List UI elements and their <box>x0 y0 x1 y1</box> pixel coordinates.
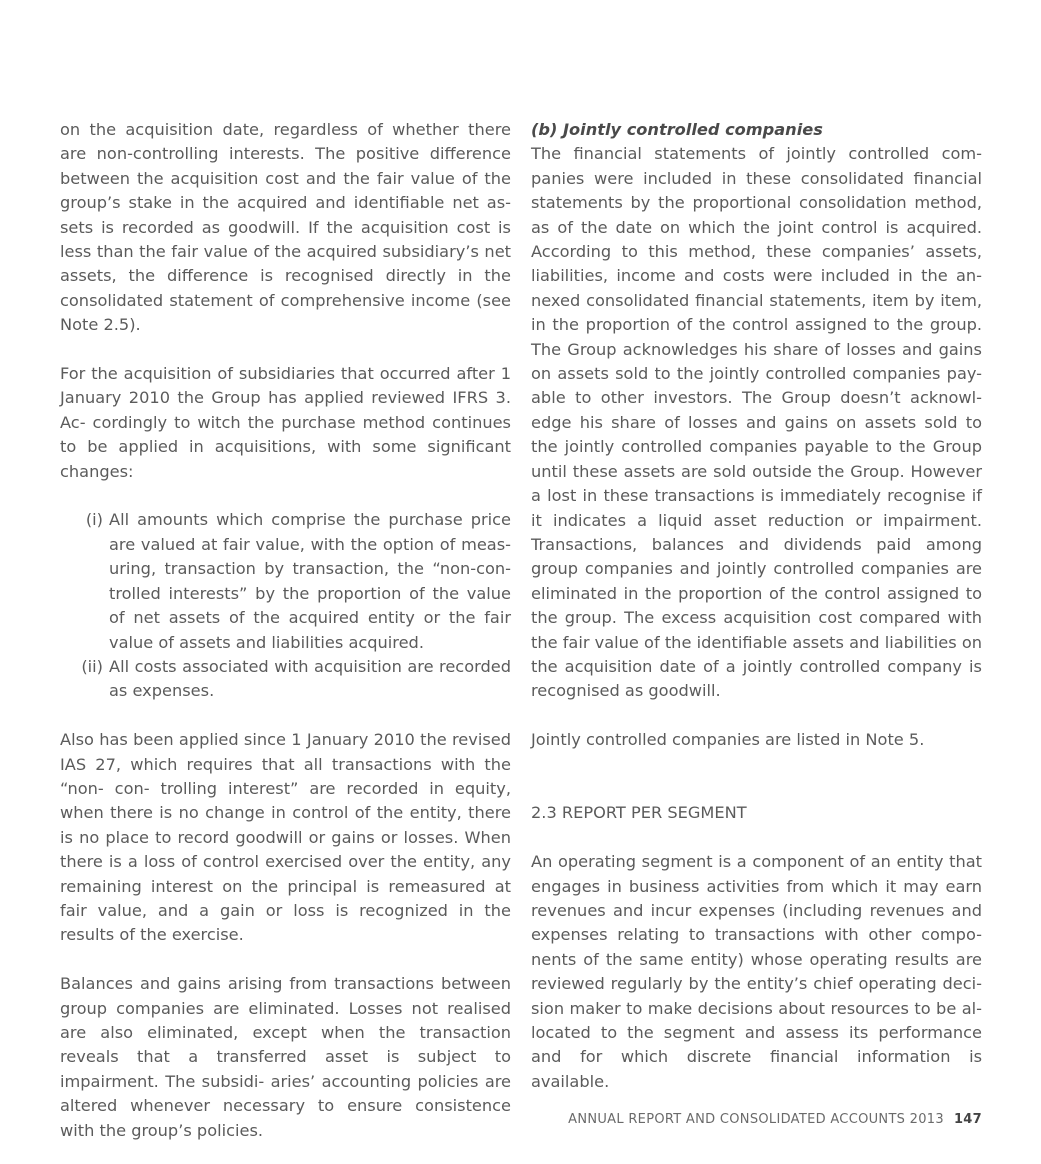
paragraph-note5: Jointly controlled companies are listed in Note 5. <box>531 730 925 750</box>
paragraph-ias27: Also has been applied since 1 January 2010 the revised IAS 27, which requires that all transactions with the “non- con- trolling interest” are recorded in equity, when there is no change in control of the entity, there is no place to record goodwill or gains or losses. When there is a loss of control exercised over the entity, any remaining interest on the principal is remeasured at fair value, and a gain or loss is recognized in the results of the exercise. <box>60 730 511 945</box>
page-number: 147 <box>953 1112 982 1127</box>
footer-title: ANNUAL REPORT AND CONSOLIDATED ACCOUNTS 2013 <box>568 1112 944 1127</box>
left-column <box>60 118 511 1143</box>
section-heading-segment: 2.3 REPORT PER SEGMENT <box>531 803 747 823</box>
paragraph-jointly-controlled: The financial statements of jointly controlled com- panies were included in these consolidated financial statements by the proportional consolidation method, as of the date on which the joint control is acquired. According to this method, these companies’ assets, liabilities, income and costs were included in the an- nexed consolidated financial statements, item by item, in the proportion of the control assigned to the group. The Group acknowledges his share of losses and gains on assets sold to the jointly controlled companies pay- able to other investors. The Group doesn’t acknowl- edge his share of losses and gains on assets sold to the jointly controlled companies payable to the Group until these assets are sold outside the Group. However a lost in these transactions is immediately recognise if it indicates a liquid asset reduction or impairment. Transactions, balances and dividends paid among group companies and jointly controlled companies are eliminated in the proportion of the control assigned to the group. The excess acquisition cost compared with the fair value of the identifiable assets and liabilities on the acquisition date of a jointly controlled company is recognised as goodwill. <box>531 144 982 701</box>
list-item <box>60 508 511 654</box>
paragraph-eliminations: Balances and gains arising from transactions between group companies are eliminated. Losses not realised are also eliminated, except when the transaction reveals that a transferred asset is subject to impairment. The subsidi- aries’ accounting policies are altered whenever necessary to ensure consistence with the group’s policies. <box>60 974 511 1140</box>
page-footer <box>568 1112 982 1127</box>
list-item-text: All costs associated with acquisition are recorded as expenses. <box>109 656 511 701</box>
list-item <box>60 655 511 704</box>
paragraph-operating-segment: An operating segment is a component of an entity that engages in business activities from which it may earn revenues and incur expenses (including revenues and expenses relating to transactions with other compo- nents of the same entity) whose operating results are reviewed regularly by the entity’s chief operating deci- sion maker to make decisions about resources to be al- located to the segment and assess its performance and for which discrete financial information is available. <box>531 852 982 1091</box>
right-column <box>531 118 982 1094</box>
list-marker: (ii) <box>81 656 103 676</box>
paragraph-ifrs3: For the acquisition of subsidiaries that occurred after 1 January 2010 the Group has applied reviewed IFRS 3. Ac- cordingly to witch the purchase method continues to be applied in acquisitions, with some significant changes: <box>60 364 511 481</box>
list-marker: (i) <box>85 510 103 530</box>
subheading-jointly-controlled: (b) Jointly controlled companies <box>531 120 823 139</box>
list-item-text: All amounts which comprise the purchase price are valued at fair value, with the option of meas- uring, transaction by transaction, the “non-con- trolled interests” by the proportion of the value of net assets of the acquired entity or the fair value of assets and liabilities acquired. <box>109 510 511 652</box>
changes-list <box>60 508 511 703</box>
paragraph-acquisition-goodwill: on the acquisition date, regardless of whether there are non-controlling interests. The positive difference between the acquisition cost and the fair value of the group’s stake in the acquired and identifiable net as- sets is recorded as goodwill. If the acquisition cost is less than the fair value of the acquired subsidiary’s net assets, the difference is recognised directly in the consolidated statement of comprehensive income (see Note 2.5). <box>60 120 511 335</box>
